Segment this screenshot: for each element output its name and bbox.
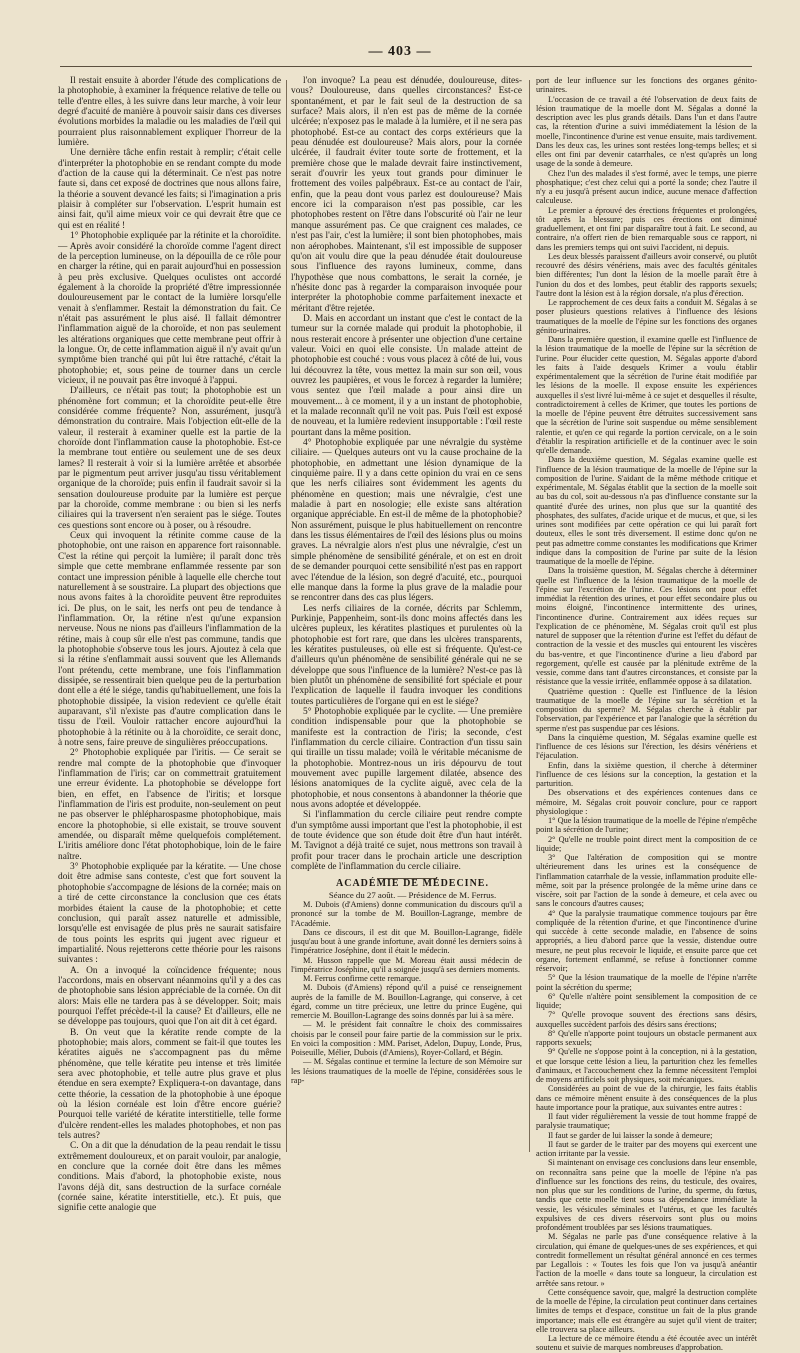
paragraph: M. Dubois (d'Amiens) donne communication du discours qu'il a prononcé sur la tombe de M. Bouillon-Lagrange, membre de l'Académie. xyxy=(291,900,522,928)
paragraph: Le rapprochement de ces deux faits a conduit M. Ségalas à se poser plusieurs questions relatives à l'influence des lésions traumatiques de la moelle de l'épine sur les fonctions des organes génito-urinaires. xyxy=(536,298,757,335)
column-middle xyxy=(291,76,522,1156)
paragraph: Dans la cinquième question, M. Ségalas examine quelle est l'influence de ces lésions sur l'érection, les désirs vénériens et l'éjaculation. xyxy=(536,732,757,761)
paragraph: 4° Photophobie expliquée par une névralgie du système ciliaire. — Quelques auteurs ont vu la cause prochaine de la photophobie, en admettant une lésion dynamique de la cinquième paire. Il y a dans cette opinion du vrai en ce sens que les nerfs ciliaires sont évidemment les agents du phénomène en question; mais une névralgie, c'est une maladie à part en nosologie; elle existe sans altération organique appréciable. En est-il de même de la photophobie? Non assurément, puisque le plus habituellement on rencontre dans les tissus élémentaires de l'œil des lésions plus ou moins graves. La névralgie alors n'est plus une névralgie, c'est un simple phénomène de sensibilité générale, et on est en droit de se demander pourquoi cette sensibilité n'est pas en rapport avec l'étendue de la lésion, son degré d'acuité, etc., pourquoi elle manque dans la forme la plus grave de la maladie pour se rencontrer dans des cas plus légers. xyxy=(291,438,522,604)
paragraph: Quatrième question : Quelle est l'influence de la lésion traumatique de la moelle de l'épine sur la sécrétion et la composition du sperme? M. Ségalas cherche à établir par l'observation, par l'expérience et par l'analogie que la sécrétion du sperme n'est pas suspendue par ces lésions. xyxy=(536,686,757,733)
column-left xyxy=(58,76,281,1214)
paragraph: l'on invoque? La peau est dénudée, douloureuse, dites-vous? Douloureuse, dans quelles circonstances? Est-ce spontanément, et par le fait seul de la destruction de sa surface? Mais alors, il n'en est pas de même de la cornée ulcérée; n'exposez pas le malade à la lumière, et il ne sera pas photophobé. Est-ce au contact des corps extérieurs que la peau dénudée est douloureuse? Mais alors, pour la cornée ulcérée, il faudrait éviter toute sorte de frottement, et la première chose que le malade devrait faire instinctivement, serait d'ouvrir les yeux tout grands pour diminuer le frottement des voiles palpébraux. Est-ce au contact de l'air, enfin, que la peau dont vous parlez est douloureuse? Mais encore ici la comparaison n'est pas possible, car les photophobes restent on l'être dans l'obscurité où l'air ne leur manque assurément pas. Ce que craignent ces malades, ce n'est pas l'air, c'est la lumière; il sont bien photophobes, mais non aérophobes. Maintenant, s'il est impossible de supposer qu'on ait voulu dire que la peau dénudée était douloureuse sous l'influence des rayons lumineux, comme, dans l'hypothèse que nous combattons, le serait la cornée, je n'hésite donc pas à regarder la comparaison invoquée pour interpréter la photophobie comme parfaitement inexacte et méritant d'être rejetée. xyxy=(291,76,523,314)
column-divider xyxy=(286,80,287,1152)
paragraph: 9° Qu'elle ne s'oppose point à la conception, ni à la gestation, et que lorsque cette lésion a lieu, la parturition chez les femelles d'animaux, et l'accouchement chez la femme nécessitent l'emploi de moyens artificiels soit physiques, soit mécaniques. xyxy=(536,1047,757,1084)
paragraph: Une dernière tâche enfin restait à remplir; c'était celle d'interpréter la photophobie en se rendant compte du mode d'action de la cause qui la déterminait. Ce n'est pas notre faute si, dans cet exposé de doctrines que nous allons faire, la théorie a souvent devancé les faits; si l'imagination a pris plaisir à compléter sur l'observation. L'esprit humain est ainsi fait, qu'il aime mieux voir ce qui devrait être que ce qui est en réalité ! xyxy=(58,148,281,231)
paragraph: M. Husson rappelle que M. Moreau était aussi médecin de l'impératrice Joséphine, qu'il a soignée jusqu'à ses derniers moments. xyxy=(291,955,522,974)
paragraph: 2° Photophobie expliquée par l'iritis. — Ce serait se rendre mal compte de la photophobie que d'invoquer l'inflammation de l'iris; car on commettrait gratuitement une erreur évidente. La photophobie se développe fort bien, en effet, en l'absence de l'iritis; et lorsque l'inflammation de l'iris est produite, non-seulement on peut ne pas observer le phlépharospasme photophobique, mais encore la photophobie, si elle existait, se trouve souvent amendée, ou disparaît même quelquefois complétement. L'iritis améliore donc l'état photophobique, loin de le faire naître. xyxy=(58,748,281,862)
paragraph: Il faut se garder de lui laisser la sonde à demeure; xyxy=(548,1130,713,1140)
paragraph: Il faut se garder de le traiter par des moyens qui exercent une action irritante par la vessie. xyxy=(536,1139,757,1158)
paragraph: Chez l'un des malades il s'est formé, avec le temps, une pierre phosphatique; c'est chez celui qui a porté la sonde; chez l'autre il n'y a eu jusqu'à présent aucun indice, aucune menace d'affection calculeuse. xyxy=(536,168,757,206)
paragraph: Ceux qui invoquent la rétinite comme cause de la photophobie, ont une raison en apparence fort raisonnable. C'est la rétine qui perçoit la lumière; il paraît donc très simple que cette membrane enflammée ressente par son contact une impression pénible à laquelle elle cherche tout naturellement à se soustraire. La plupart des objections que nous avons faites à la choroïdite peuvent être reproduites ici. De plus, on le sait, les nerfs ont peu de tendance à l'inflammation. Or, la rétine n'est qu'une expansion nerveuse. Nous ne nions pas d'ailleurs l'inflammation de la rétine, mais à coup sûr elle n'est pas commune, tandis que la photophobie s'observe tous les jours. Ajoutez à cela que si la rétine s'enflammait aussi souvent que les Allemands l'ont prétendu, cette membrane, une fois l'inflammation dissipée, se ressentirait bien quelque peu de la perturbation dont elle a été le siége, tandis qu'habituellement, une fois la photophobie dissipée, la vision redevient ce qu'elle était auparavant, s'il n'existe pas d'autre complication dans le tissu de l'œil. Vouloir rattacher encore aujourd'hui la photophobie à la rétinite ou à la choroïdite, ce serait donc, à notre sens, faire preuve de singulières préoccupations. xyxy=(58,531,281,748)
paragraph: 3° Que l'altération de composition qui se montre ultérieurement dans les urines est la conséquence de l'inflammation catarrhale de la vessie, inflammation produite elle-même, soit par la présence prolongée de la même urine dans ce viscère, soit par l'action de la sonde à demeure, et cela avec ou sans le concours d'autres causes; xyxy=(536,853,757,909)
paragraph: 7° Qu'elle provoque souvent des érections sans désirs, auxquelles succèdent parfois des désirs sans érections; xyxy=(536,1010,757,1029)
paragraph: Les deux blessés paraissent d'ailleurs avoir conservé, ou plutôt recouvré des désirs vénériens, mais avec des facultés génitales bien différentes; l'un dont la lésion de la moelle paraît être à l'union du dos et des lombes, peut établir des rapports sexuels; l'autre dont la lésion est à la région dorsale, n'a plus d'érection. xyxy=(536,251,757,298)
paragraph: 5° Photophobie expliquée par le cyclite. — Une première condition indispensable pour que la photophobie se manifeste est la contraction de l'iris; la seconde, c'est l'inflammation du cercle ciliaire. Contraction d'un tissu sain qui tiraille un tissu malade; voilà le véritable mécanisme de la photophobie. Montrez-nous un iris dépourvu de tout mouvement avec pupille largement dilatée, absence des lésions anatomiques de la cyclite aiguë, avec cela de la photophobie, et nous consentons à abandonner la théorie que nous avons adoptée et développée. xyxy=(291,706,522,811)
paragraph: Dans la première question, il examine quelle est l'influence de la lésion traumatique de la moelle de l'épine sur la sécrétion de l'urine. Pour élucider cette question, M. Ségalas apporte d'abord les faits à l'aide desquels Krimer a voulu établir expérimentalement que la sécrétion de l'urine était modifiée par les lésions de la moelle. Il expose ensuite les expériences auxquelles il s'est livré lui-même à ce sujet et desquelles il résulte, contradictoirement à celles de Krimer, que toutes les portions de la moelle de l'épine peuvent être détruites successivement sans que la sécrétion de l'urine soit suspendue ou même sensiblement ralentie, et qu'en ce qui regarde la portion cervicale, on a le soin d'établir la respiration artificielle et de la continuer avec le soin qu'elle demande. xyxy=(536,335,757,455)
paragraph: Dans la troisième question, M. Ségalas cherche à déterminer quelle est l'influence de la lésion traumatique de la moelle de l'épine sur l'excrétion de l'urine. Ces lésions ont pour effet immédiat la rétention des urines, et pour effet secondaire plus ou moins éloigné, l'incontinence intermittente des urines, l'incontinence d'urine. Contrairement aux idées reçues sur l'explication de ce phénomène, M. Ségalas croit qu'il est plus naturel de supposer que la rétention d'urine est l'effet du défaut de contraction de la vessie et des muscles qui entourent les viscères du bas-ventre, et que l'incontinence d'urine a lieu d'abord par regorgement, qu'elle est causée par la plénitude extrême de la vessie, comme dans tant d'autres circonstances, et consiste par la résistance que la vessie irritée, enflammée oppose à sa dilatation. xyxy=(536,566,757,687)
paragraph: Si l'inflammation du cercle ciliaire peut rendre compte d'un symptôme aussi important que l'est la photophobie, il est de toute évidence que son étude doit être d'un haut intérêt. M. Tavignot a déjà traité ce sujet, nous mettrons son travail à profit pour tracer dans le prochain article une description complète de l'inflammation du cercle ciliaire. xyxy=(291,810,522,873)
paragraph: D'ailleurs, ce n'était pas tout; la photophobie est un phénomène fort commun; et la choroïdite peut-elle être considérée comme fréquente? Non, assurément, jusqu'à démonstration du contraire. Mais l'objection eût-elle de la valeur, il resterait à examiner quelle est la partie de la choroïde dont l'inflammation cause la photophobie. Est-ce la membrane tout entière ou seulement une de ses deux lames? Il resterait à voir si la lumière arrêtée et absorbée par le pigmentum peut arriver jusqu'au tissu véritablement organique de la choroïde; puis enfin il faudrait savoir si la sensation douloureuse produite par la lumière est perçue par la choroïde, comme membrane : ou bien si les nerfs ciliaires qui la traversent n'en seraient pas le siége. Toutes ces questions sont encore ou à poser, ou à résoudre. xyxy=(58,386,281,531)
paragraph: 4° Que la paralysie traumatique commence toujours par être compliquée de la rétention d'urine, et que l'incontinence d'urine qui succède à cette seconde maladie, en l'absence de soins appropriés, a lieu d'abord parce que la vessie, distendue outre mesure, ne peut plus recevoir le liquide, et ensuite parce que cet organe, fortement enflammé, se refuse à fonctionner comme réservoir; xyxy=(536,908,757,973)
paragraph: B. On veut que la kératite rende compte de la photophobie; mais alors, comment se fait-il que toutes les kératites aiguës ne s'accompagnent pas du même phénomène, que telle kératite peu intense et très limitée sera avec photophobie, et telle autre plus grave et plus étendue en sera exempte? Expliquera-t-on davantage, dans cette théorie, la cessation de la photophobie à une époque où la lésion cornéale est loin d'être encore guérie? Pourquoi telle variété de kératite interstitielle, telle forme d'ulcère rendent-elles les malades photophobes, et non pas tels autres? xyxy=(58,1027,281,1142)
paragraph: Dans la deuxième question, M. Ségalas examine quelle est l'influence de la lésion traumatique de la moelle de l'épine sur la composition de l'urine. S'aidant de la même méthode critique et expérimentale, M. Ségalas établit que la section de la moelle soit au bas du col, soit au-dessous n'a pas d'influence constante sur la quantité d'urée des urines, non plus que sur la quantité des phosphates, des sulfates, d'acide urique et de mucus, et que, si les urines sont modifiées par cette opération ce qui lui paraît fort douteux, elles le sont très diversement. Il estime donc qu'on ne peut pas admettre comme constantes les modifications que Krimer indique dans la composition de l'urine par suite de la lésion traumatique de la moelle de l'épine. xyxy=(536,455,757,566)
paragraph: 3° Photophobie expliquée par la kératite. — Une chose doit être admise sans conteste, c'est que fort souvent la photophobie s'accompagne de lésions de la cornée; mais on a tiré de cette circonstance la conclusion que ces états morbides étaient la cause de la photophobie; et cette conclusion, qui paraît assez naturelle et admissible, lorsqu'elle est envisagée de plus près ne saurait satisfaire de tous points les esprits qui jugent avec rigueur et impartialité. Nous rejetterons cette théorie pour les raisons suivantes : xyxy=(58,862,281,966)
column-divider xyxy=(529,80,530,1152)
paragraph: Il faut vider régulièrement la vessie de tout homme frappé de paralysie traumatique; xyxy=(536,1112,757,1131)
paragraph: M. Ségalas ne parle pas d'une conséquence relative à la circulation, qui émane de quelques-unes de ses expériences, et qui contredit formellement un résultat général annoncé en ces termes par Legallois : « Toutes les fois que l'on va jusqu'à anéantir l'action de la moelle « dans toute sa longueur, la circulation est arrêtée sans retour. » xyxy=(536,1232,757,1288)
paragraph: M. Ferrus confirme cette remarque. xyxy=(303,974,421,984)
paragraph: port de leur influence sur les fonctions des organes génito-urinaires. xyxy=(536,76,757,95)
paragraph: Dans ce discours, il est dit que M. Bouillon-Lagrange, fidèle jusqu'au bout à une grande infortune, avait donné les derniers soins à l'impératrice Joséphine, dont il était le médecin. xyxy=(291,927,522,956)
paragraph: Si maintenant on envisage ces conclusions dans leur ensemble, on reconnaîtra sans peine que la moelle de l'épine n'a pas d'influence sur les fonctions des reins, du testicule, des ovaires, non plus que sur les conditions de l'urine, du sperme, du fœtus, tandis que cette moelle tient sous sa dépendance immédiate la vessie, les vésicules séminales et l'utérus, et que les facultés expulsives de ces divers réservoirs sont plus ou moins profondément troublées par ses lésions traumatiques. xyxy=(536,1158,757,1232)
paragraph: — M. le président fait connaître le choix des commissaires choisis par le conseil pour faire partie de la commission sur le prix. En voici la composition : MM. Pariset, Adelon, Dupuy, Londe, Prus, Poiseuille, Mélier, Dubois (d'Amiens), Royer-Collard, et Bégin. xyxy=(291,1020,522,1058)
section-title: ACADÉMIE DE MÉDECINE. xyxy=(336,878,489,890)
paragraph: C. On a dit que la dénudation de la peau rendait le tissu extrêmement douloureux, et on parait vouloir, par analogie, en conclure que la cornée doit être dans les mêmes conditions. Mais d'abord, la photophobie existe, nous l'avons déjà dit, sans destruction de la surface cornéale (cornée saine, kératite interstitielle, etc.). Et puis, que signifie cette analogie que xyxy=(58,1141,281,1214)
paragraph: 6° Qu'elle n'altère point sensiblement la composition de ce liquide; xyxy=(536,991,757,1010)
paragraph: 5° Que la lésion traumatique de la moelle de l'épine n'arrête point la sécrétion du sperme; xyxy=(536,973,757,992)
paragraph: La lecture de ce mémoire étendu a été écoutée avec un intérêt soutenu et suivie de marques nombreuses d'approbation. xyxy=(536,1334,757,1353)
column-right xyxy=(536,76,757,1353)
paragraph: Cette conséquence savoir, que, malgré la destruction complète de la moelle de l'épine, la circulation peut continuer dans certaines limites de temps et d'espace, constitue un fait de la plus grande importance; mais elle est étrangère au sujet qu'il vient de traiter; elle trouvera sa place ailleurs. xyxy=(536,1287,757,1334)
paragraph: Le premier a éprouvé des érections fréquentes et prolongées, tôt après la blessure; puis ces érections ont diminué graduellement, et ont fini par disparaître tout à fait. Le second, au contraire, n'a offert rien de bien remarquable sous ce rapport, ni dans les premiers temps qui ont suivi l'accident, ni depuis. xyxy=(536,205,757,252)
paragraph: — M. Ségalas continue et termine la lecture de son Mémoire sur les lésions traumatiques de la moelle de l'épine, considérées sous le rap- xyxy=(291,1057,522,1085)
paragraph: D. Mais en accordant un instant que c'est le contact de la tumeur sur la cornée malade qui produit la photophobie, il nous resterait encore à présenter une objection d'une certaine valeur. Voici en quoi elle consiste. Un malade atteint de photophobie est couché : vous vous placez à côté de lui, vous lui découvrez la tête, vous mettez la main sur son œil, vous ouvrez les paupières, et vous le forcez à regarder la lumière; vous sentez que l'œil malade a pour ainsi dire un mouvement... à ce moment, il y a un instant de photophobie, et la malade reconnaît qu'il ne voit pas. Puis l'œil est exposé de nouveau, et la lumière redevient insupportable : l'œil reste pourtant dans la même position. xyxy=(291,313,522,438)
paragraph: 1° Photophobie expliquée par la rétinite et la choroïdite. — Après avoir considéré la choroïde comme l'agent direct de la perception lumineuse, on la dépouilla de ce rôle pour en charger la rétine, qui en parait aujourd'hui en possession à peu près exclusive. Quelques oculistes ont accordé également à la choroïde la propriété d'être impressionnée douloureusement par le contact de la lumière lorsqu'elle venait à s'enflammer. Restait la démonstration du fait. Ce n'était pas assurément le plus aisé. Il fallait démontrer l'inflammation aiguë de la choroïde, et non pas seulement les altérations organiques que cette membrane peut offrir à la longue. Or, de cette inflammation aiguë il n'y avait qu'un symptôme bien tranché qui pût lui être rattaché, c'était la photophobie; et, sous peine de tourner dans un cercle vicieux, il ne pouvait pas être invoqué à l'appui. xyxy=(58,231,281,386)
page-number: — 403 — xyxy=(368,44,432,59)
paragraph: Des observations et des expériences contenues dans ce mémoire, M. Ségalas croit pouvoir conclure, pour ce rapport physiologique : xyxy=(536,788,757,816)
header-rule xyxy=(60,66,752,67)
paragraph: Enfin, dans la sixième question, il cherche à déterminer l'influence de ces lésions sur la conception, la gestation et la parturition. xyxy=(536,760,757,788)
paragraph: Considérées au point de vue de la chirurgie, les faits établis dans ce mémoire mènent ensuite à des conséquences de la plus haute importance pour la pratique, aux suivantes entre autres : xyxy=(536,1084,757,1112)
paragraph: 2° Qu'elle ne trouble point direct ment la composition de ce liquide; xyxy=(536,834,757,853)
paragraph: A. On a invoqué la coïncidence fréquente; nous l'accordons, mais en observant néanmoins qu'il y a des cas de photophobie sans lésion appréciable de la cornée. On dit alors: Mais elle ne tardera pas à se développer. Soit; mais pourquoi l'effet précède-t-il la cause? Et d'ailleurs, elle ne se développe pas toujours, quoi que l'on ait dit à cet égard. xyxy=(58,965,281,1028)
paragraph: M. Dubois (d'Amiens) répond qu'il a puisé ce renseignement auprès de la famille de M. Bouillon-Lagrange, qui conserve, à cet égard, comme un titre précieux, une lettre du prince Eugène, qui remercie M. Bouillon-Lagrange des soins donnés par lui à sa mère. xyxy=(291,983,522,1021)
paragraph: 8° Qu'elle n'apporte point toujours un obstacle permanent aux rapports sexuels; xyxy=(536,1028,757,1047)
paragraph: Les nerfs ciliaires de la cornée, décrits par Schlemm, Purkinje, Pappenheim, sont-ils donc moins affectés dans les ulcères pupleux, les kératites plastiques et purulentes où la photophobie est fort rare, que dans les ulcères transparents, les kératites pustuleuses, où elle est si fréquente. Qu'est-ce d'ailleurs qu'un phénomène de sensibilité générale qui ne se développe que sous l'influence de la lumière? N'est-ce pas là bien plutôt un phénomène de sensibilité fort spéciale et pour l'explication de laquelle il faudra invoquer les conditions toutes particulières de l'organe qui en est le siége? xyxy=(291,603,522,707)
paragraph: 1° Que la lésion traumatique de la moelle de l'épine n'empêche point la sécrétion de l'urine; xyxy=(536,816,757,835)
paragraph: L'occasion de ce travail a été l'observation de deux faits de lésion traumatique de la moelle dont M. Ségalas a donné la description avec les plus grands détails. Dans l'un et dans l'autre cas, la rétention d'urine a suivi immédiatement la lésion de la moelle, l'incontinence d'urine est venue ensuite, mais tardivement. Dans les deux cas, les urines sont restées long-temps belles; et si elles ont fini par devenir catarrhales, ce n'est qu'après un long usage de la sonde à demeure. xyxy=(536,94,757,169)
paragraph: Il restait ensuite à aborder l'étude des complications de la photophobie, à examiner la fréquence relative de telle ou telle d'entre elles, à les suivre dans leur marche, à voir leur degré d'acuité de manière à pouvoir saisir dans ces diverses évolutions morbides la maladie ou les maladies de l'œil qui pourraient plus raisonnablement expliquer l'horreur de la lumière. xyxy=(58,76,281,149)
seance-line: Séance du 27 août. — Présidence de M. Ferrus. xyxy=(328,889,497,900)
